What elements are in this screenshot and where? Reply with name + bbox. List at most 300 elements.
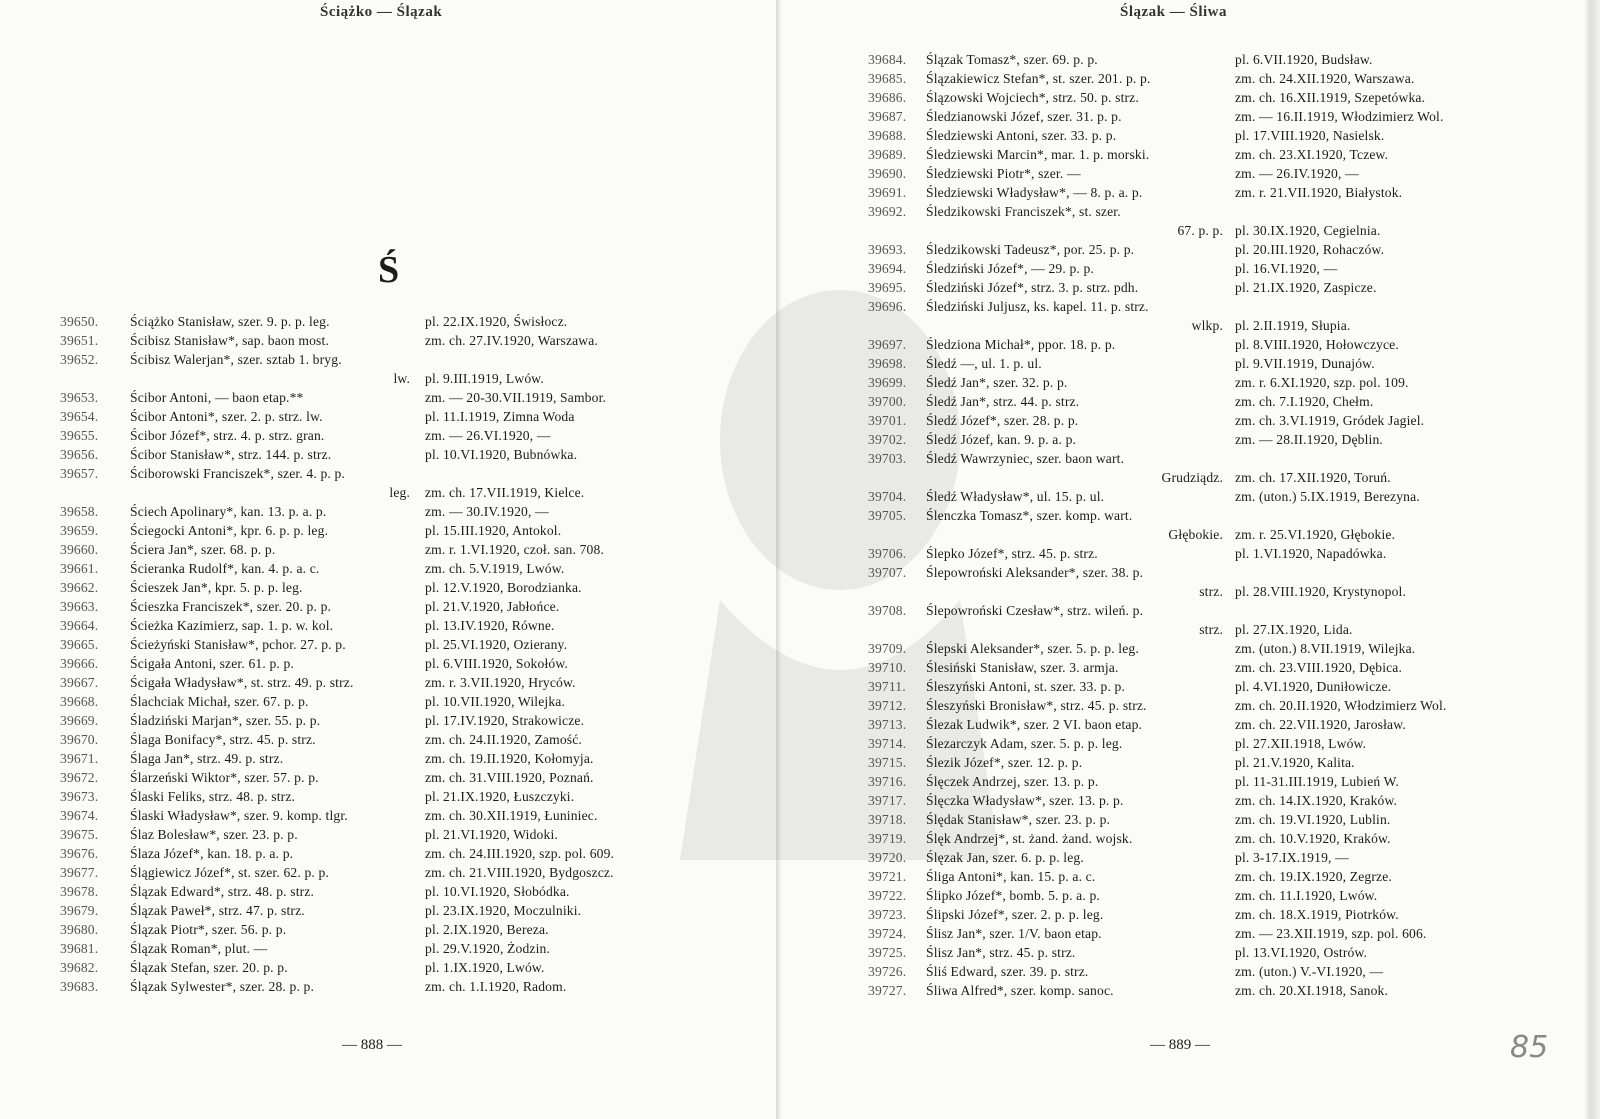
entry-number: 39713. xyxy=(868,717,907,732)
entry-number: 39662. xyxy=(60,580,99,595)
entry-number: 39699. xyxy=(868,375,907,390)
entry-name: Ściążko Stanisław, szer. 9. p. p. leg. xyxy=(130,314,330,329)
entry-death-info: zm. ch. 19.VI.1920, Lublin. xyxy=(1235,812,1391,827)
entry-row xyxy=(868,601,1518,620)
entry-name: Ślęczek Andrzej, szer. 13. p. p. xyxy=(926,774,1099,789)
entry-death-info: zm. ch. 24.XII.1920, Warszawa. xyxy=(1235,71,1415,86)
entry-death-info: zm. (uton.) 8.VII.1919, Wilejka. xyxy=(1235,641,1416,656)
entry-name: Śledziński Józef*, — 29. p. p. xyxy=(926,261,1094,276)
entry-number: 39714. xyxy=(868,736,907,751)
entry-death-info: pl. 1.IX.1920, Lwów. xyxy=(425,960,545,975)
entry-number: 39663. xyxy=(60,599,99,614)
entry-death-info: zm. — 30.IV.1920, — xyxy=(425,504,549,519)
entry-name: Śledź Jan*, szer. 32. p. p. xyxy=(926,375,1068,390)
entry-death-info: pl. 11.I.1919, Zimna Woda xyxy=(425,409,575,424)
entry-name: Ścigała Antoni, szer. 61. p. p. xyxy=(130,656,294,671)
entry-death-info: pl. 21.IX.1920, Łuszczyki. xyxy=(425,789,575,804)
entry-name: Ślaza Józef*, kan. 18. p. a. p. xyxy=(130,846,294,861)
entry-row xyxy=(60,464,680,483)
entry-number: 39668. xyxy=(60,694,99,709)
entry-row xyxy=(60,692,680,711)
entry-number: 39656. xyxy=(60,447,99,462)
entry-row xyxy=(60,844,680,863)
entry-death-info: pl. 9.III.1919, Lwów. xyxy=(425,371,544,386)
entry-row xyxy=(868,126,1518,145)
entry-death-info: zm. ch. 24.III.1920, szp. pol. 609. xyxy=(425,846,615,861)
entry-death-info: pl. 27.IX.1920, Lida. xyxy=(1235,622,1353,637)
entry-row xyxy=(60,578,680,597)
entry-number: 39694. xyxy=(868,261,907,276)
entry-row xyxy=(868,297,1518,316)
entry-name: Ścieszek Jan*, kpr. 5. p. p. leg. xyxy=(130,580,303,595)
entry-death-info: zm. — 16.II.1919, Włodzimierz Wol. xyxy=(1235,109,1444,124)
entry-name: Ślarzeński Wiktor*, szer. 57. p. p. xyxy=(130,770,319,785)
entry-row xyxy=(60,958,680,977)
entry-number: 39702. xyxy=(868,432,907,447)
entry-death-info: zm. — 20-30.VII.1919, Sambor. xyxy=(425,390,607,405)
entry-row xyxy=(868,69,1518,88)
entry-row xyxy=(868,335,1518,354)
entry-name: Ściborowski Franciszek*, szer. 4. p. p. xyxy=(130,466,346,481)
entry-death-info: pl. 28.VIII.1920, Krystynopol. xyxy=(1235,584,1407,599)
entry-row xyxy=(60,483,680,502)
entry-number: 39673. xyxy=(60,789,99,804)
entry-death-info: zm. ch. 14.IX.1920, Kraków. xyxy=(1235,793,1398,808)
entry-death-info: zm. ch. 1.I.1920, Radom. xyxy=(425,979,567,994)
entry-row xyxy=(60,635,680,654)
entry-number: 39726. xyxy=(868,964,907,979)
entry-death-info: pl. 30.IX.1920, Cegielnia. xyxy=(1235,223,1381,238)
entry-name: Ślaz Bolesław*, szer. 23. p. p. xyxy=(130,827,298,842)
entry-row xyxy=(868,962,1518,981)
entry-name: Ślaga Jan*, strz. 49. p. strz. xyxy=(130,751,284,766)
entry-continuation: leg. xyxy=(389,485,410,500)
entry-death-info: zm. ch. 17.VII.1919, Kielce. xyxy=(425,485,585,500)
entry-row xyxy=(868,924,1518,943)
entry-name: Ślipko Józef*, bomb. 5. p. a. p. xyxy=(926,888,1100,903)
entry-name: Ślązak Edward*, strz. 48. p. strz. xyxy=(130,884,315,899)
entry-death-info: zm. r. 3.VII.1920, Hryców. xyxy=(425,675,576,690)
entry-number: 39691. xyxy=(868,185,907,200)
entry-number: 39679. xyxy=(60,903,99,918)
entry-name: Ścieranka Rudolf*, kan. 4. p. a. c. xyxy=(130,561,320,576)
entry-death-info: pl. 27.XII.1918, Lwów. xyxy=(1235,736,1367,751)
entry-death-info: pl. 6.VII.1920, Budsław. xyxy=(1235,52,1373,67)
entry-number: 39678. xyxy=(60,884,99,899)
entry-number: 39676. xyxy=(60,846,99,861)
entry-death-info: zm. ch. 24.II.1920, Zamość. xyxy=(425,732,582,747)
entry-number: 39683. xyxy=(60,979,99,994)
entry-row xyxy=(60,863,680,882)
entry-number: 39701. xyxy=(868,413,907,428)
entry-number: 39651. xyxy=(60,333,99,348)
entry-death-info: pl. 11-31.III.1919, Lubień W. xyxy=(1235,774,1399,789)
entry-row xyxy=(868,848,1518,867)
entry-death-info: zm. ch. 20.II.1920, Włodzimierz Wol. xyxy=(1235,698,1447,713)
entry-row xyxy=(868,620,1518,639)
entry-death-info: zm. ch. 11.I.1920, Lwów. xyxy=(1235,888,1378,903)
entry-name: Ściech Apolinary*, kan. 13. p. a. p. xyxy=(130,504,327,519)
entry-name: Śledź —, ul. 1. p. ul. xyxy=(926,356,1042,371)
entry-row xyxy=(60,901,680,920)
entry-row xyxy=(868,544,1518,563)
entry-number: 39724. xyxy=(868,926,907,941)
entry-name: Śledź Władysław*, ul. 15. p. ul. xyxy=(926,489,1105,504)
entry-number: 39652. xyxy=(60,352,99,367)
entry-number: 39709. xyxy=(868,641,907,656)
entry-name: Ślęczka Władysław*, szer. 13. p. p. xyxy=(926,793,1124,808)
entry-death-info: pl. 21.VI.1920, Widoki. xyxy=(425,827,558,842)
entry-name: Ślezik Józef*, szer. 12. p. p. xyxy=(926,755,1083,770)
entry-number: 39705. xyxy=(868,508,907,523)
entry-death-info: pl. 10.VII.1920, Wilejka. xyxy=(425,694,565,709)
entry-row xyxy=(868,791,1518,810)
entry-death-info: zm. ch. 31.VIII.1920, Poznań. xyxy=(425,770,594,785)
entry-death-info: zm. ch. 19.IX.1920, Zegrze. xyxy=(1235,869,1392,884)
entry-number: 39681. xyxy=(60,941,99,956)
entry-number: 39706. xyxy=(868,546,907,561)
entry-name: Ściegocki Antoni*, kpr. 6. p. p. leg. xyxy=(130,523,329,538)
entry-row xyxy=(868,107,1518,126)
entry-number: 39721. xyxy=(868,869,907,884)
entry-number: 39723. xyxy=(868,907,907,922)
entry-row xyxy=(60,445,680,464)
entry-name: Ścibor Stanisław*, strz. 144. p. strz. xyxy=(130,447,332,462)
entry-name: Śliga Antoni*, kan. 15. p. a. c. xyxy=(926,869,1096,884)
entry-number: 39670. xyxy=(60,732,99,747)
entry-number: 39708. xyxy=(868,603,907,618)
entry-name: Śledź Józef, kan. 9. p. a. p. xyxy=(926,432,1077,447)
left-page-number: — 888 — xyxy=(342,1037,402,1053)
entry-number: 39685. xyxy=(868,71,907,86)
entry-row xyxy=(60,920,680,939)
entry-death-info: zm. ch. 7.I.1920, Chełm. xyxy=(1235,394,1374,409)
left-running-head: Ściążko — Ślązak xyxy=(320,4,443,20)
entry-name: Ślesiński Stanisław, szer. 3. armja. xyxy=(926,660,1119,675)
entry-row xyxy=(60,939,680,958)
entry-row xyxy=(60,312,680,331)
entry-number: 39725. xyxy=(868,945,907,960)
entry-row xyxy=(868,50,1518,69)
entry-name: Śledź Jan*, strz. 44. p. strz. xyxy=(926,394,1080,409)
entry-death-info: pl. 2.IX.1920, Bereza. xyxy=(425,922,549,937)
entry-number: 39688. xyxy=(868,128,907,143)
entry-number: 39686. xyxy=(868,90,907,105)
entry-number: 39677. xyxy=(60,865,99,880)
entry-row xyxy=(868,145,1518,164)
entry-number: 39655. xyxy=(60,428,99,443)
entry-death-info: pl. 13.VI.1920, Ostrów. xyxy=(1235,945,1368,960)
entry-row xyxy=(60,977,680,996)
entry-name: Śledziewski Władysław*, — 8. p. a. p. xyxy=(926,185,1143,200)
entry-name: Śledzikowski Tadeusz*, por. 25. p. p. xyxy=(926,242,1135,257)
right-page-number: — 889 — xyxy=(1150,1037,1210,1053)
entry-name: Ślezak Ludwik*, szer. 2 VI. baon etap. xyxy=(926,717,1143,732)
entry-number: 39669. xyxy=(60,713,99,728)
entry-death-info: pl. 15.III.1920, Antokol. xyxy=(425,523,562,538)
entry-row xyxy=(868,829,1518,848)
entry-name: Ślepowroński Czesław*, strz. wileń. p. xyxy=(926,603,1144,618)
entry-row xyxy=(868,696,1518,715)
entry-row xyxy=(868,354,1518,373)
entry-number: 39666. xyxy=(60,656,99,671)
entry-death-info: pl. 1.VI.1920, Napadówka. xyxy=(1235,546,1387,561)
entry-number: 39716. xyxy=(868,774,907,789)
entry-row xyxy=(868,734,1518,753)
entry-number: 39715. xyxy=(868,755,907,770)
entry-row xyxy=(868,430,1518,449)
entry-name: Śledziewski Marcin*, mar. 1. p. morski. xyxy=(926,147,1150,162)
entry-row xyxy=(60,521,680,540)
entry-name: Ścibor Antoni, — baon etap.** xyxy=(130,390,304,405)
entry-number: 39718. xyxy=(868,812,907,827)
entry-death-info: zm. — 28.II.1920, Dęblin. xyxy=(1235,432,1383,447)
entry-name: Ślązakiewicz Stefan*, st. szer. 201. p. p. xyxy=(926,71,1151,86)
entry-continuation: lw. xyxy=(393,371,410,386)
entry-name: Śledź Wawrzyniec, szer. baon wart. xyxy=(926,451,1125,466)
entry-number: 39665. xyxy=(60,637,99,652)
entry-name: Ślązak Sylwester*, szer. 28. p. p. xyxy=(130,979,315,994)
entry-name: Ścigała Władysław*, st. strz. 49. p. strz. xyxy=(130,675,354,690)
entry-name: Śledziński Juljusz, ks. kapel. 11. p. strz. xyxy=(926,299,1149,314)
entry-number: 39671. xyxy=(60,751,99,766)
entry-number: 39695. xyxy=(868,280,907,295)
entry-death-info: pl. 10.VI.1920, Słobódka. xyxy=(425,884,570,899)
entry-row xyxy=(868,772,1518,791)
entry-row xyxy=(868,810,1518,829)
entry-death-info: pl. 13.IV.1920, Równe. xyxy=(425,618,555,633)
entry-number: 39696. xyxy=(868,299,907,314)
entry-row xyxy=(60,825,680,844)
entry-row xyxy=(60,787,680,806)
entry-number: 39719. xyxy=(868,831,907,846)
entry-number: 39674. xyxy=(60,808,99,823)
entry-name: Ślęk Andrzej*, st. żand. żand. wojsk. xyxy=(926,831,1133,846)
entry-number: 39717. xyxy=(868,793,907,808)
entry-name: Śliś Edward, szer. 39. p. strz. xyxy=(926,964,1089,979)
entry-row xyxy=(868,411,1518,430)
entry-death-info: zm. ch. 27.IV.1920, Warszawa. xyxy=(425,333,599,348)
entry-name: Śleszyński Bronisław*, strz. 45. p. strz. xyxy=(926,698,1147,713)
entry-name: Ściera Jan*, szer. 68. p. p. xyxy=(130,542,276,557)
entry-row xyxy=(868,468,1518,487)
entry-name: Ślązak Paweł*, strz. 47. p. strz. xyxy=(130,903,305,918)
entry-row xyxy=(60,388,680,407)
entry-number: 39698. xyxy=(868,356,907,371)
entry-number: 39667. xyxy=(60,675,99,690)
entry-number: 39727. xyxy=(868,983,907,998)
entry-name: Śledziewski Piotr*, szer. — xyxy=(926,166,1081,181)
entry-number: 39664. xyxy=(60,618,99,633)
entry-death-info: zm. ch. 18.X.1919, Piotrków. xyxy=(1235,907,1399,922)
entry-row xyxy=(60,806,680,825)
entry-name: Śledziński Józef*, strz. 3. p. strz. pdh. xyxy=(926,280,1139,295)
entry-name: Ślaga Bonifacy*, strz. 45. p. strz. xyxy=(130,732,316,747)
entry-row xyxy=(60,350,680,369)
entry-row xyxy=(868,658,1518,677)
entry-name: Ślepko Józef*, strz. 45. p. strz. xyxy=(926,546,1098,561)
entry-row xyxy=(60,559,680,578)
entry-continuation: Grudziądz. xyxy=(1161,470,1223,485)
entry-row xyxy=(60,768,680,787)
entry-row xyxy=(60,426,680,445)
entry-name: Ścibisz Stanisław*, sap. baon most. xyxy=(130,333,329,348)
entry-row xyxy=(868,373,1518,392)
entry-row xyxy=(868,392,1518,411)
entry-row xyxy=(868,563,1518,582)
handwritten-note: 85 xyxy=(1510,1030,1549,1065)
entry-name: Ślachciak Michał, szer. 67. p. p. xyxy=(130,694,309,709)
entry-row xyxy=(868,867,1518,886)
entry-name: Śladziński Marjan*, szer. 55. p. p. xyxy=(130,713,321,728)
entry-row xyxy=(868,905,1518,924)
entry-row xyxy=(60,540,680,559)
section-letter: Ś xyxy=(378,249,400,291)
entry-death-info: pl. 22.IX.1920, Świsłocz. xyxy=(425,314,568,329)
entry-death-info: zm. ch. 17.XII.1920, Toruń. xyxy=(1235,470,1391,485)
entry-death-info: pl. 20.III.1920, Rohaczów. xyxy=(1235,242,1385,257)
right-entries-column xyxy=(868,50,1518,1000)
right-running-head: Ślązak — Śliwa xyxy=(1120,4,1228,20)
entry-name: Ścibor Antoni*, szer. 2. p. strz. lw. xyxy=(130,409,323,424)
entry-number: 39712. xyxy=(868,698,907,713)
entry-continuation: strz. xyxy=(1199,584,1223,599)
entry-row xyxy=(868,677,1518,696)
entry-death-info: pl. 12.V.1920, Borodzianka. xyxy=(425,580,582,595)
entry-row xyxy=(60,654,680,673)
entry-death-info: zm. r. 1.VI.1920, czoł. san. 708. xyxy=(425,542,604,557)
entry-name: Śleszyński Antoni, st. szer. 33. p. p. xyxy=(926,679,1126,694)
entry-death-info: zm. r. 25.VI.1920, Głębokie. xyxy=(1235,527,1396,542)
entry-number: 39697. xyxy=(868,337,907,352)
entry-death-info: pl. 9.VII.1919, Dunajów. xyxy=(1235,356,1375,371)
entry-name: Ślipski Józef*, szer. 2. p. p. leg. xyxy=(926,907,1104,922)
entry-death-info: zm. r. 6.XI.1920, szp. pol. 109. xyxy=(1235,375,1409,390)
entry-number: 39711. xyxy=(868,679,906,694)
entry-number: 39722. xyxy=(868,888,907,903)
entry-number: 39720. xyxy=(868,850,907,865)
entry-number: 39653. xyxy=(60,390,99,405)
entry-number: 39654. xyxy=(60,409,99,424)
entry-name: Ścibor Józef*, strz. 4. p. strz. gran. xyxy=(130,428,325,443)
entry-row xyxy=(868,183,1518,202)
entry-row xyxy=(60,407,680,426)
entry-row xyxy=(60,331,680,350)
entry-death-info: zm. ch. 23.VIII.1920, Dębica. xyxy=(1235,660,1403,675)
entry-row xyxy=(868,639,1518,658)
entry-row xyxy=(868,88,1518,107)
entry-name: Ścieszka Franciszek*, szer. 20. p. p. xyxy=(130,599,332,614)
entry-death-info: zm. ch. 30.XII.1919, Łuniniec. xyxy=(425,808,598,823)
entry-name: Ślisz Jan*, szer. 1/V. baon etap. xyxy=(926,926,1102,941)
entry-row xyxy=(60,502,680,521)
entry-death-info: pl. 25.VI.1920, Ozierany. xyxy=(425,637,568,652)
entry-continuation: strz. xyxy=(1199,622,1223,637)
entry-name: Ślezarczyk Adam, szer. 5. p. p. leg. xyxy=(926,736,1123,751)
entry-number: 39689. xyxy=(868,147,907,162)
entry-death-info: zm. ch. 3.VI.1919, Gródek Jagiel. xyxy=(1235,413,1425,428)
entry-name: Ślązak Piotr*, szer. 56. p. p. xyxy=(130,922,287,937)
entry-row xyxy=(868,753,1518,772)
entry-death-info: zm. ch. 5.V.1919, Lwów. xyxy=(425,561,565,576)
entry-row xyxy=(60,673,680,692)
entry-row xyxy=(868,278,1518,297)
entry-name: Ślisz Jan*, strz. 45. p. strz. xyxy=(926,945,1076,960)
entry-number: 39682. xyxy=(60,960,99,975)
entry-number: 39680. xyxy=(60,922,99,937)
entry-death-info: pl. 21.V.1920, Kalita. xyxy=(1235,755,1355,770)
entry-name: Ślaski Feliks, strz. 48. p. strz. xyxy=(130,789,296,804)
entry-number: 39700. xyxy=(868,394,907,409)
entry-name: Śledzianowski Józef, szer. 31. p. p. xyxy=(926,109,1122,124)
entry-number: 39687. xyxy=(868,109,907,124)
entry-row xyxy=(868,202,1518,221)
entry-row xyxy=(868,943,1518,962)
entry-number: 39710. xyxy=(868,660,907,675)
entry-row xyxy=(868,715,1518,734)
entry-name: Ślaski Władysław*, szer. 9. komp. tlgr. xyxy=(130,808,348,823)
entry-number: 39672. xyxy=(60,770,99,785)
entry-number: 39684. xyxy=(868,52,907,67)
entry-death-info: zm. ch. 16.XII.1919, Szepetówka. xyxy=(1235,90,1426,105)
entry-number: 39657. xyxy=(60,466,99,481)
entry-name: Ślepski Aleksander*, szer. 5. p. p. leg. xyxy=(926,641,1139,656)
entry-death-info: pl. 23.IX.1920, Moczulniki. xyxy=(425,903,582,918)
entry-number: 39659. xyxy=(60,523,99,538)
entry-row xyxy=(868,240,1518,259)
entry-death-info: zm. ch. 21.VIII.1920, Bydgoszcz. xyxy=(425,865,614,880)
entry-row xyxy=(868,506,1518,525)
entry-death-info: pl. 21.V.1920, Jabłońce. xyxy=(425,599,560,614)
entry-name: Ślenczka Tomasz*, szer. komp. wart. xyxy=(926,508,1133,523)
entry-name: Śledziewski Antoni, szer. 33. p. p. xyxy=(926,128,1117,143)
entry-death-info: pl. 17.IV.1920, Strakowicze. xyxy=(425,713,585,728)
entry-row xyxy=(60,369,680,388)
entry-death-info: pl. 29.V.1920, Żodzin. xyxy=(425,941,551,956)
entry-row xyxy=(868,487,1518,506)
entry-name: Ślęzak Jan, szer. 6. p. p. leg. xyxy=(926,850,1084,865)
left-entries-column xyxy=(60,312,680,996)
entry-row xyxy=(868,981,1518,1000)
entry-number: 39707. xyxy=(868,565,907,580)
entry-number: 39660. xyxy=(60,542,99,557)
entry-death-info: zm. ch. 23.XI.1920, Tczew. xyxy=(1235,147,1389,162)
entry-name: Śledzikowski Franciszek*, st. szer. xyxy=(926,204,1121,219)
entry-death-info: zm. ch. 19.II.1920, Kołomyja. xyxy=(425,751,594,766)
entry-continuation: Głębokie. xyxy=(1168,527,1223,542)
entry-death-info: pl. 16.VI.1920, — xyxy=(1235,261,1338,276)
entry-death-info: zm. ch. 20.XI.1918, Sanok. xyxy=(1235,983,1389,998)
entry-name: Śliwa Alfred*, szer. komp. sanoc. xyxy=(926,983,1114,998)
entry-row xyxy=(868,164,1518,183)
entry-name: Ślązowski Wojciech*, strz. 50. p. strz. xyxy=(926,90,1139,105)
entry-name: Ścibisz Walerjan*, szer. sztab 1. bryg. xyxy=(130,352,342,367)
page-edge xyxy=(1584,0,1600,1119)
entry-number: 39658. xyxy=(60,504,99,519)
entry-row xyxy=(868,316,1518,335)
entry-death-info: pl. 17.VIII.1920, Nasielsk. xyxy=(1235,128,1385,143)
entry-death-info: zm. ch. 22.VII.1920, Jarosław. xyxy=(1235,717,1406,732)
entry-death-info: zm. — 26.VI.1920, — xyxy=(425,428,551,443)
entry-number: 39704. xyxy=(868,489,907,504)
entry-name: Ścieżyński Stanisław*, pchor. 27. p. p. xyxy=(130,637,346,652)
entry-row xyxy=(868,221,1518,240)
entry-name: Ślązak Stefan, szer. 20. p. p. xyxy=(130,960,288,975)
entry-death-info: zm. — 26.IV.1920, — xyxy=(1235,166,1359,181)
entry-row xyxy=(868,525,1518,544)
entry-continuation: 67. p. p. xyxy=(1177,223,1223,238)
entry-number: 39703. xyxy=(868,451,907,466)
